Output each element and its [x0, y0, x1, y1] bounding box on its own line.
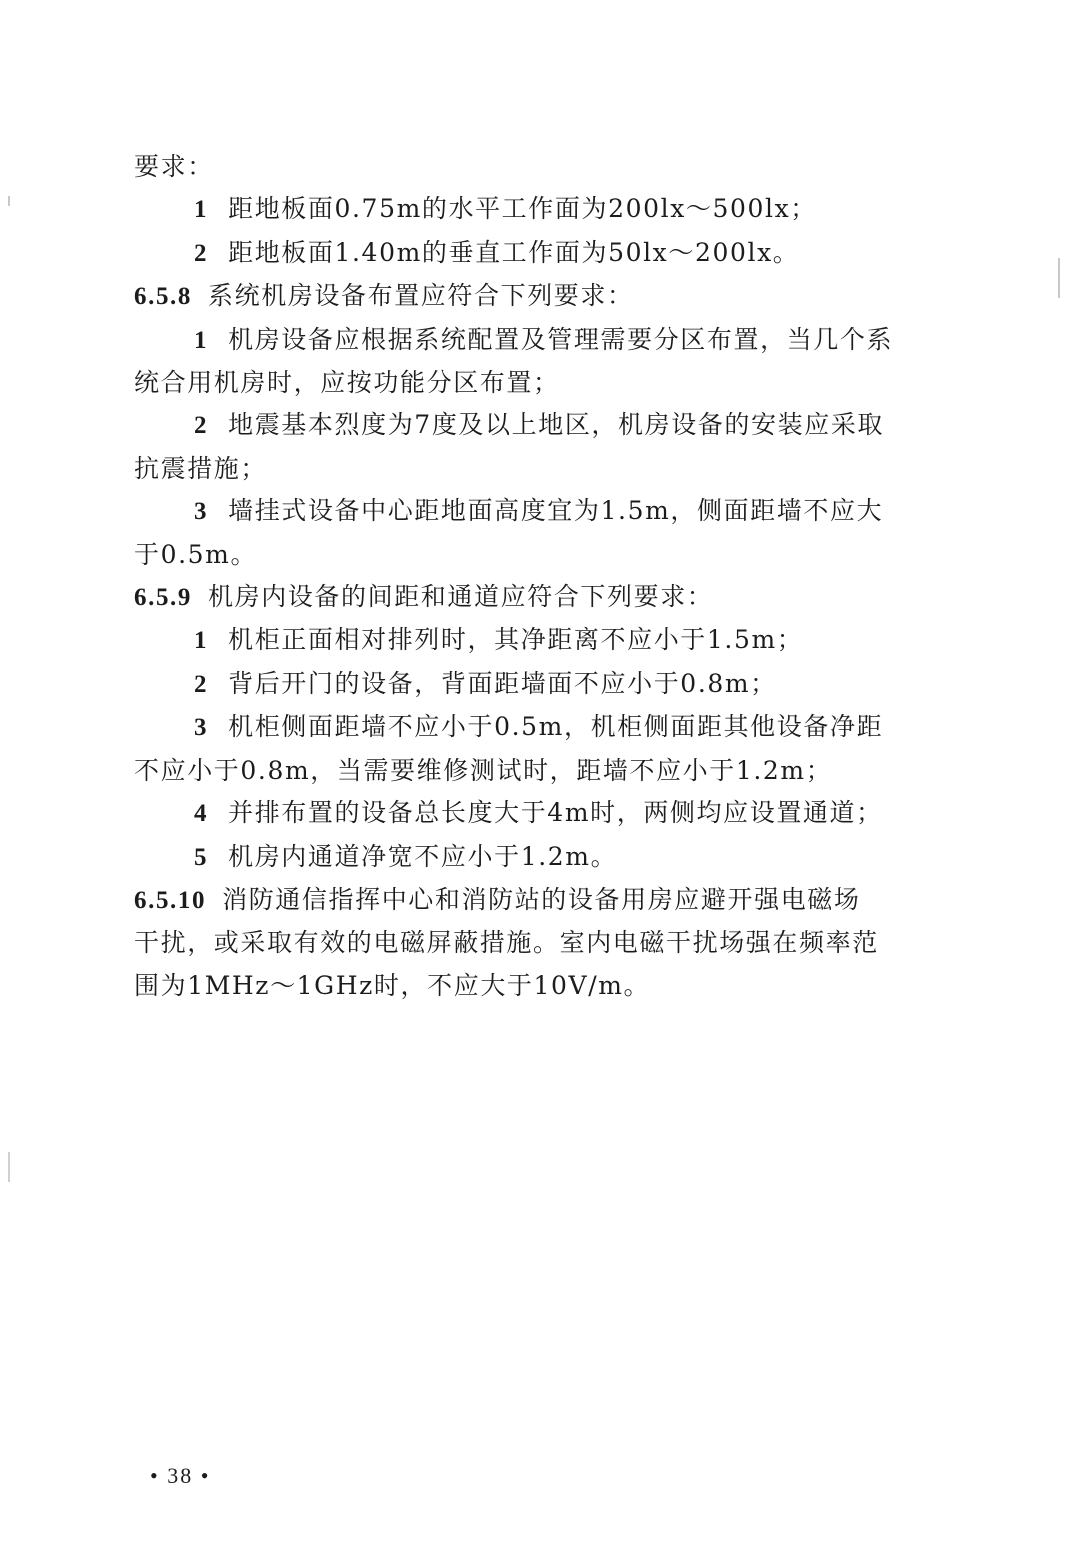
- clause-heading: [134, 879, 954, 922]
- paragraph-intro: [134, 146, 954, 188]
- list-item-continuation: [134, 534, 954, 576]
- item-number: 2: [194, 239, 209, 267]
- item-number: 3: [194, 714, 209, 742]
- clause-text: 机房内设备的间距和通道应符合下列要求：: [208, 582, 714, 612]
- item-text: 统合用机房时，应按功能分区布置；: [134, 368, 560, 398]
- list-item-continuation: [134, 362, 954, 404]
- list-item: [134, 490, 954, 533]
- item-number: 1: [194, 326, 209, 354]
- list-item: [134, 792, 954, 835]
- clause-text: 围为1MHz～1GHz时，不应大于10V/m。: [134, 970, 651, 1000]
- clause-number: 6.5.9: [134, 584, 192, 612]
- page-number: • 38 •: [150, 1463, 211, 1488]
- clause-text: 干扰，或采取有效的电磁屏蔽措施。室内电磁干扰场强在频率范: [134, 928, 879, 958]
- list-item-continuation: [134, 750, 954, 792]
- item-text: 于0.5m。: [134, 539, 258, 569]
- scan-mark-left-top: [8, 196, 10, 206]
- item-text: 背后开门的设备，背面距墙面不应小于0.8m；: [228, 668, 777, 698]
- item-text: 地震基本烈度为7度及以上地区，机房设备的安装应采取: [228, 410, 885, 440]
- item-number: 3: [194, 498, 209, 526]
- item-number: 1: [194, 196, 209, 224]
- list-item: [134, 619, 954, 662]
- clause-continuation: [134, 922, 954, 964]
- item-text: 并排布置的设备总长度大于4m时，两侧均应设置通道；: [228, 798, 883, 828]
- paragraph-text: 要求：: [134, 152, 214, 181]
- item-number: 4: [194, 800, 209, 828]
- list-item: [134, 319, 954, 362]
- item-text: 机柜正面相对排列时，其净距离不应小于1.5m；: [228, 625, 804, 655]
- list-item: [134, 663, 954, 706]
- item-text: 距地板面0.75m的水平工作面为200lx～500lx；: [228, 194, 817, 224]
- clause-heading: [134, 576, 954, 619]
- body-text: [134, 146, 954, 1007]
- item-number: 2: [194, 412, 209, 440]
- clause-number: 6.5.10: [134, 886, 207, 914]
- list-item: [134, 188, 954, 231]
- clause-number: 6.5.8: [134, 283, 192, 311]
- list-item: [134, 404, 954, 447]
- scan-mark-left-bottom: [8, 1152, 10, 1182]
- item-text: 抗震措施；: [134, 453, 268, 483]
- clause-continuation: [134, 965, 954, 1007]
- list-item-continuation: [134, 448, 954, 490]
- list-item: [134, 706, 954, 749]
- clause-text: 消防通信指挥中心和消防站的设备用房应避开强电磁场: [222, 884, 861, 914]
- item-number: 5: [194, 843, 209, 871]
- item-number: 2: [194, 670, 209, 698]
- list-item: [134, 232, 954, 275]
- scan-mark-right: [1058, 258, 1060, 298]
- clause-heading: [134, 275, 954, 318]
- item-text: 机房设备应根据系统配置及管理需要分区布置，当几个系: [228, 324, 894, 354]
- item-number: 1: [194, 627, 209, 655]
- item-text: 机房内通道净宽不应小于1.2m。: [228, 841, 618, 871]
- item-text: 不应小于0.8m，当需要维修测试时，距墙不应小于1.2m；: [134, 755, 833, 785]
- clause-text: 系统机房设备布置应符合下列要求：: [208, 281, 634, 311]
- item-text: 机柜侧面距墙不应小于0.5m，机柜侧面距其他设备净距: [228, 712, 884, 742]
- item-text: 距地板面1.40m的垂直工作面为50lx～200lx。: [228, 237, 800, 267]
- item-text: 墙挂式设备中心距地面高度宜为1.5m，侧面距墙不应大: [228, 496, 884, 526]
- list-item: [134, 836, 954, 879]
